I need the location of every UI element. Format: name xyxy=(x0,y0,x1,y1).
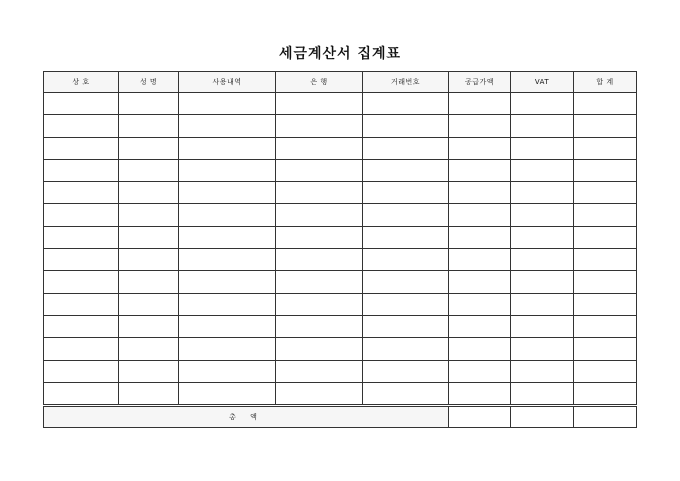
table-row xyxy=(44,360,637,382)
name-cell[interactable] xyxy=(119,271,179,293)
transaction-number-cell[interactable] xyxy=(363,338,449,360)
column-header-usage: 사용내역 xyxy=(179,72,276,93)
usage-cell[interactable] xyxy=(179,315,276,337)
vat-cell[interactable] xyxy=(511,293,574,315)
transaction-number-cell[interactable] xyxy=(363,293,449,315)
bank-cell[interactable] xyxy=(276,382,363,405)
transaction-number-cell[interactable] xyxy=(363,249,449,271)
transaction-number-cell[interactable] xyxy=(363,93,449,115)
total-label: 총 액 xyxy=(44,406,449,428)
supply-amount-cell[interactable] xyxy=(449,338,511,360)
bank-cell[interactable] xyxy=(276,204,363,226)
name-cell[interactable] xyxy=(119,137,179,159)
vat-cell[interactable] xyxy=(511,226,574,248)
name-cell[interactable] xyxy=(119,293,179,315)
company-cell[interactable] xyxy=(44,293,119,315)
name-cell[interactable] xyxy=(119,115,179,137)
usage-cell[interactable] xyxy=(179,293,276,315)
total-supply-amount-cell[interactable] xyxy=(449,406,511,428)
supply-amount-cell[interactable] xyxy=(449,315,511,337)
column-header-transaction-number: 거래번호 xyxy=(363,72,449,93)
supply-amount-cell[interactable] xyxy=(449,249,511,271)
transaction-number-cell[interactable] xyxy=(363,226,449,248)
bank-cell[interactable] xyxy=(276,115,363,137)
name-cell[interactable] xyxy=(119,338,179,360)
sum-cell[interactable] xyxy=(574,226,637,248)
vat-cell[interactable] xyxy=(511,93,574,115)
name-cell[interactable] xyxy=(119,159,179,181)
company-cell[interactable] xyxy=(44,249,119,271)
supply-amount-cell[interactable] xyxy=(449,293,511,315)
usage-cell[interactable] xyxy=(179,182,276,204)
table-row xyxy=(44,204,637,226)
table-row xyxy=(44,338,637,360)
sum-cell[interactable] xyxy=(574,137,637,159)
table-row xyxy=(44,315,637,337)
transaction-number-cell[interactable] xyxy=(363,315,449,337)
sum-cell[interactable] xyxy=(574,159,637,181)
header-row xyxy=(44,72,637,93)
name-cell[interactable] xyxy=(119,382,179,405)
bank-cell[interactable] xyxy=(276,293,363,315)
vat-cell[interactable] xyxy=(511,382,574,405)
vat-cell[interactable] xyxy=(511,137,574,159)
company-cell[interactable] xyxy=(44,360,119,382)
table-row xyxy=(44,137,637,159)
sum-cell[interactable] xyxy=(574,93,637,115)
sum-cell[interactable] xyxy=(574,115,637,137)
vat-cell[interactable] xyxy=(511,204,574,226)
company-cell[interactable] xyxy=(44,271,119,293)
table-row xyxy=(44,249,637,271)
table-row xyxy=(44,115,637,137)
company-cell[interactable] xyxy=(44,182,119,204)
vat-cell[interactable] xyxy=(511,249,574,271)
table-row xyxy=(44,93,637,115)
transaction-number-cell[interactable] xyxy=(363,360,449,382)
invoice-summary-table xyxy=(43,71,637,428)
bank-cell[interactable] xyxy=(276,159,363,181)
name-cell[interactable] xyxy=(119,249,179,271)
transaction-number-cell[interactable] xyxy=(363,204,449,226)
usage-cell[interactable] xyxy=(179,360,276,382)
column-header-vat: VAT xyxy=(511,72,574,93)
sum-cell[interactable] xyxy=(574,204,637,226)
sum-cell[interactable] xyxy=(574,271,637,293)
bank-cell[interactable] xyxy=(276,182,363,204)
bank-cell[interactable] xyxy=(276,226,363,248)
company-cell[interactable] xyxy=(44,137,119,159)
sum-cell[interactable] xyxy=(574,293,637,315)
vat-cell[interactable] xyxy=(511,115,574,137)
usage-cell[interactable] xyxy=(179,137,276,159)
vat-cell[interactable] xyxy=(511,360,574,382)
company-cell[interactable] xyxy=(44,93,119,115)
bank-cell[interactable] xyxy=(276,360,363,382)
bank-cell[interactable] xyxy=(276,338,363,360)
sum-cell[interactable] xyxy=(574,382,637,405)
company-cell[interactable] xyxy=(44,204,119,226)
supply-amount-cell[interactable] xyxy=(449,115,511,137)
table-body xyxy=(44,93,637,406)
supply-amount-cell[interactable] xyxy=(449,382,511,405)
transaction-number-cell[interactable] xyxy=(363,115,449,137)
supply-amount-cell[interactable] xyxy=(449,93,511,115)
usage-cell[interactable] xyxy=(179,159,276,181)
company-cell[interactable] xyxy=(44,226,119,248)
table-row xyxy=(44,271,637,293)
company-cell[interactable] xyxy=(44,382,119,405)
sum-cell[interactable] xyxy=(574,249,637,271)
usage-cell[interactable] xyxy=(179,115,276,137)
bank-cell[interactable] xyxy=(276,315,363,337)
name-cell[interactable] xyxy=(119,182,179,204)
total-vat-cell[interactable] xyxy=(511,406,574,428)
usage-cell[interactable] xyxy=(179,271,276,293)
name-cell[interactable] xyxy=(119,226,179,248)
usage-cell[interactable] xyxy=(179,226,276,248)
company-cell[interactable] xyxy=(44,159,119,181)
vat-cell[interactable] xyxy=(511,315,574,337)
total-row xyxy=(44,406,637,428)
sum-cell[interactable] xyxy=(574,315,637,337)
vat-cell[interactable] xyxy=(511,338,574,360)
vat-cell[interactable] xyxy=(511,271,574,293)
supply-amount-cell[interactable] xyxy=(449,159,511,181)
sum-cell[interactable] xyxy=(574,338,637,360)
supply-amount-cell[interactable] xyxy=(449,137,511,159)
supply-amount-cell[interactable] xyxy=(449,271,511,293)
supply-amount-cell[interactable] xyxy=(449,226,511,248)
table-row xyxy=(44,382,637,405)
company-cell[interactable] xyxy=(44,338,119,360)
bank-cell[interactable] xyxy=(276,93,363,115)
usage-cell[interactable] xyxy=(179,338,276,360)
table-row xyxy=(44,293,637,315)
usage-cell[interactable] xyxy=(179,204,276,226)
transaction-number-cell[interactable] xyxy=(363,271,449,293)
vat-cell[interactable] xyxy=(511,182,574,204)
table-row xyxy=(44,159,637,181)
supply-amount-cell[interactable] xyxy=(449,360,511,382)
company-cell[interactable] xyxy=(44,115,119,137)
column-header-bank: 은 행 xyxy=(276,72,363,93)
name-cell[interactable] xyxy=(119,204,179,226)
transaction-number-cell[interactable] xyxy=(363,182,449,204)
name-cell[interactable] xyxy=(119,360,179,382)
supply-amount-cell[interactable] xyxy=(449,182,511,204)
usage-cell[interactable] xyxy=(179,249,276,271)
column-header-name: 성 명 xyxy=(119,72,179,93)
sum-cell[interactable] xyxy=(574,360,637,382)
table-row xyxy=(44,182,637,204)
supply-amount-cell[interactable] xyxy=(449,204,511,226)
document-title: 세금계산서 집계표 xyxy=(278,46,402,62)
transaction-number-cell[interactable] xyxy=(363,159,449,181)
usage-cell[interactable] xyxy=(179,93,276,115)
company-cell[interactable] xyxy=(44,315,119,337)
total-sum-cell[interactable] xyxy=(574,406,637,428)
transaction-number-cell[interactable] xyxy=(363,137,449,159)
usage-cell[interactable] xyxy=(179,382,276,405)
column-header-sum: 합 계 xyxy=(574,72,637,93)
column-header-company: 상 호 xyxy=(44,72,119,93)
bank-cell[interactable] xyxy=(276,137,363,159)
name-cell[interactable] xyxy=(119,315,179,337)
bank-cell[interactable] xyxy=(276,271,363,293)
column-header-supply-amount: 공급가액 xyxy=(449,72,511,93)
sum-cell[interactable] xyxy=(574,182,637,204)
table-row xyxy=(44,226,637,248)
name-cell[interactable] xyxy=(119,93,179,115)
vat-cell[interactable] xyxy=(511,159,574,181)
transaction-number-cell[interactable] xyxy=(363,382,449,405)
bank-cell[interactable] xyxy=(276,249,363,271)
